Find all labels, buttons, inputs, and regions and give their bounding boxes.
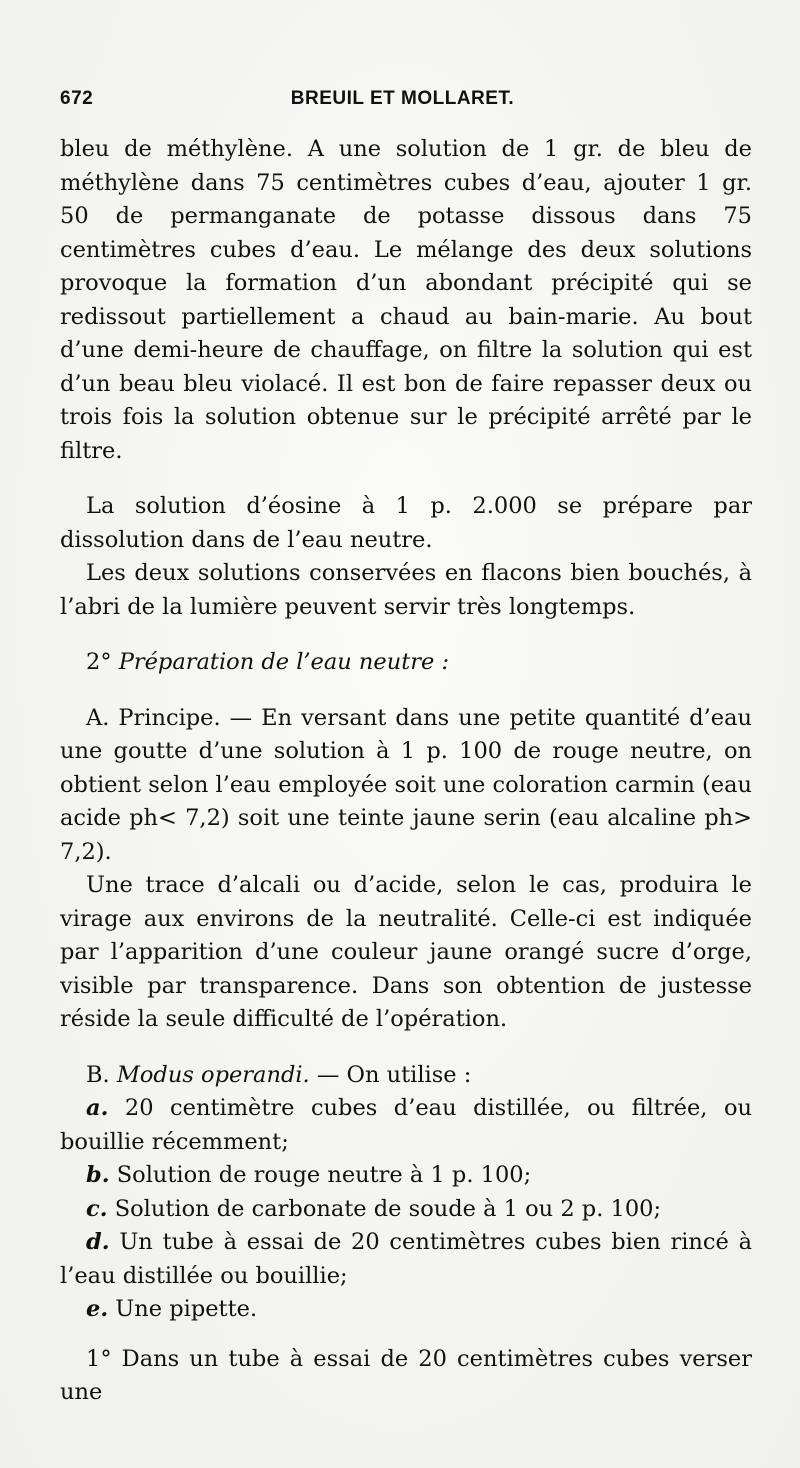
item-text: Un tube à essai de 20 centimètres cubes bien rincé à l’eau distillée ou bouillie; (60, 1229, 752, 1289)
section-heading (60, 646, 752, 680)
page-header (60, 88, 745, 118)
paragraph-principe: A. Principe. — En versant dans une petite quantité d’eau une goutte d’une solution à 1 p. 100 de rouge neutre, on obtient selon l’eau employée soit une coloration carmin (eau acide ph< 7,2) soit une teinte jaune serin (eau alcaline ph> 7,2). (60, 704, 752, 865)
modus-italic: Modus operandi. (116, 1061, 310, 1088)
paragraph-methylene: bleu de méthylène. A une solution de 1 gr. de bleu de méthylène dans 75 centimètres cubes d’eau, ajouter 1 gr. 50 de permanganate de potasse dissous dans 75 centimètres cubes d’eau. Le mélange des deux solutions provoque la formation d’un abondant précipité qui se redissout partiellement a chaud au bain-marie. Au bout d’une demi-heure de chauffage, on filtre la solution qui est d’un beau bleu violacé. Il est bon de faire repasser deux ou trois fois la solution obtenue sur le précipité arrêté par le filtre. (60, 136, 752, 464)
list-item (60, 1293, 752, 1327)
item-label: d. (86, 1229, 110, 1255)
heading-text: Préparation de l’eau neutre : (118, 649, 450, 675)
list-item (60, 1092, 752, 1159)
item-label: c. (86, 1195, 108, 1222)
modus-prefix: B. (86, 1061, 117, 1088)
item-text: 20 centimètre cubes d’eau distillée, ou filtrée, ou bouillie récemment; (60, 1095, 752, 1155)
page-body (60, 133, 752, 1410)
paragraph-step-1: 1° Dans un tube à essai de 20 centimètres cubes verser une (60, 1345, 752, 1405)
heading-number: 2° (86, 649, 119, 675)
modus-rest: — On utilise : (309, 1061, 472, 1088)
paragraph-eosine: La solution d’éosine à 1 p. 2.000 se prépare par dissolution dans de l’eau neutre. (60, 493, 752, 553)
paragraph-virage: Une trace d’alcali ou d’acide, selon le cas, produira le virage aux environs de la neutralité. Celle-ci est indiquée par l’apparition d’une couleur jaune orangé sucre d’orge, visible par transparence. Dans son obtention de justesse réside la seule difficulté de l’opération. (60, 872, 752, 1032)
list-item (60, 1159, 752, 1193)
item-label: b. (86, 1162, 110, 1188)
list-item (60, 1193, 752, 1227)
item-text: Une pipette. (108, 1296, 258, 1322)
item-text: Solution de carbonate de soude à 1 ou 2 p. 100; (107, 1195, 662, 1222)
item-text: Solution de rouge neutre à 1 p. 100; (109, 1162, 532, 1188)
paragraph-modus (60, 1059, 752, 1093)
paragraph-conservation: Les deux solutions conservées en flacons bien bouchés, à l’abri de la lumière peuvent servir très longtemps. (60, 560, 752, 620)
page-number: 672 (60, 88, 94, 109)
running-title: BREUIL ET MOLLARET. (290, 88, 515, 109)
item-label: e. (86, 1296, 109, 1322)
list-item (60, 1226, 752, 1293)
item-label: a. (86, 1095, 109, 1121)
